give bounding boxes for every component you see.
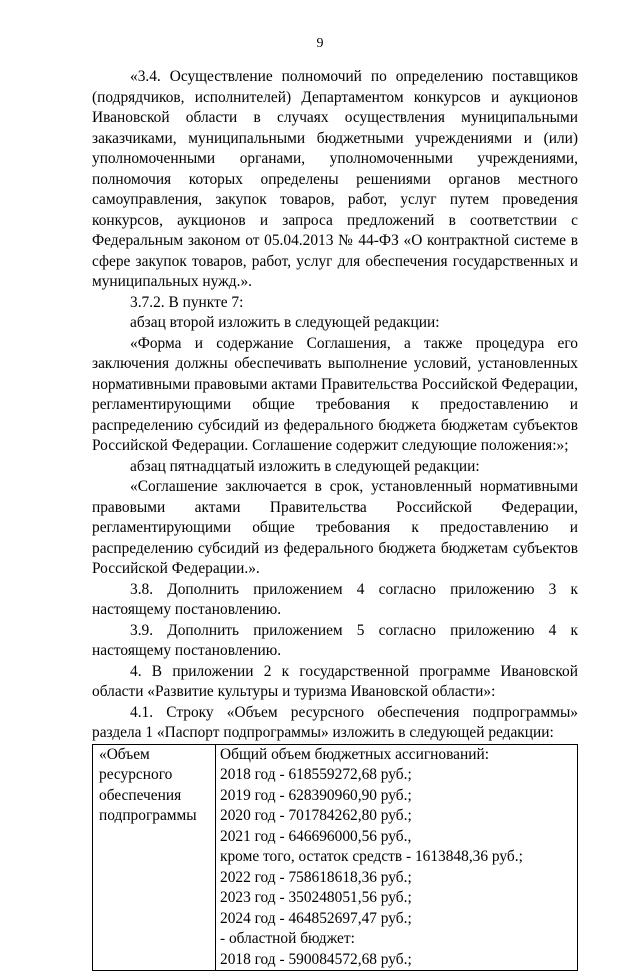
table-row (93, 744, 578, 971)
label-line: «Объем (99, 745, 211, 766)
value-line: 2018 год - 618559272,68 руб.; (220, 765, 573, 786)
document-body (92, 67, 578, 971)
page-number: 9 (0, 36, 640, 52)
paragraph-3-7-2: 3.7.2. В пункте 7: (92, 293, 578, 314)
paragraph-4: 4. В приложении 2 к государственной программе Ивановской области «Развитие культуры и туризма Ивановской области»: (92, 662, 578, 703)
paragraph-3-8: 3.8. Дополнить приложением 4 согласно приложению 3 к настоящему постановлению. (92, 580, 578, 621)
value-line: 2019 год - 628390960,90 руб.; (220, 786, 573, 807)
value-line: 2021 год - 646696000,56 руб., (220, 827, 573, 848)
label-line: ресурсного (99, 765, 211, 786)
value-line: 2018 год - 590084572,68 руб.; (220, 950, 573, 971)
paragraph-agreement-form: «Форма и содержание Соглашения, а также процедура его заключения должны обеспечивать выполнение условий, установленных нормативными правовыми актами Правительства Российской Федерации, регламентирующими общие требования к предоставлению и распределению субсидий из федерального бюджета бюджетам субъектов Российской Федерации. Соглашение содержит следующие положения:»; (92, 334, 578, 457)
value-line: - областной бюджет: (220, 929, 573, 950)
label-line: подпрограммы (99, 806, 211, 827)
paragraph-agreement-term: «Соглашение заключается в срок, установленный нормативными правовыми актами Правительства Российской Федерации, регламентирующими общие требования к предоставлению и распределению субсидий из федерального бюджета бюджетам субъектов Российской Федерации.». (92, 477, 578, 580)
paragraph-second-abzac-intro: абзац второй изложить в следующей редакции: (92, 313, 578, 334)
resource-table (92, 744, 578, 971)
paragraph-fifteenth-abzac-intro: абзац пятнадцатый изложить в следующей редакции: (92, 457, 578, 478)
paragraph-3-4: «3.4. Осуществление полномочий по определению поставщиков (подрядчиков, исполнителей) Департаментом конкурсов и аукционов Ивановской области в случаях осуществления муниципальными заказчиками, муниципальными бюджетными учреждениями и (или) уполномоченными органами, уполномоченными учреждениями, полномочия которых определены решениями органов местного самоуправления, закупок товаров, работ, услуг путем проведения конкурсов, аукционов и запроса предложений в соответствии с Федеральным законом от 05.04.2013 № 44-ФЗ «О контрактной системе в сфере закупок товаров, работ, услуг для обеспечения государственных и муниципальных нужд.». (92, 67, 578, 293)
value-line: 2020 год - 701784262,80 руб.; (220, 806, 573, 827)
value-line: 2023 год - 350248051,56 руб.; (220, 888, 573, 909)
label-line: обеспечения (99, 786, 211, 807)
paragraph-4-1: 4.1. Строку «Объем ресурсного обеспечения подпрограммы» раздела 1 «Паспорт подпрограммы» изложить в следующей редакции: (92, 703, 578, 744)
value-line: Общий объем бюджетных ассигнований: (220, 745, 573, 766)
table-label-cell (93, 744, 216, 971)
value-line: кроме того, остаток средств - 1613848,36 руб.; (220, 847, 573, 868)
value-line: 2024 год - 464852697,47 руб.; (220, 909, 573, 930)
paragraph-3-9: 3.9. Дополнить приложением 5 согласно приложению 4 к настоящему постановлению. (92, 621, 578, 662)
value-line: 2022 год - 758618618,36 руб.; (220, 868, 573, 889)
table-value-cell (216, 744, 578, 971)
